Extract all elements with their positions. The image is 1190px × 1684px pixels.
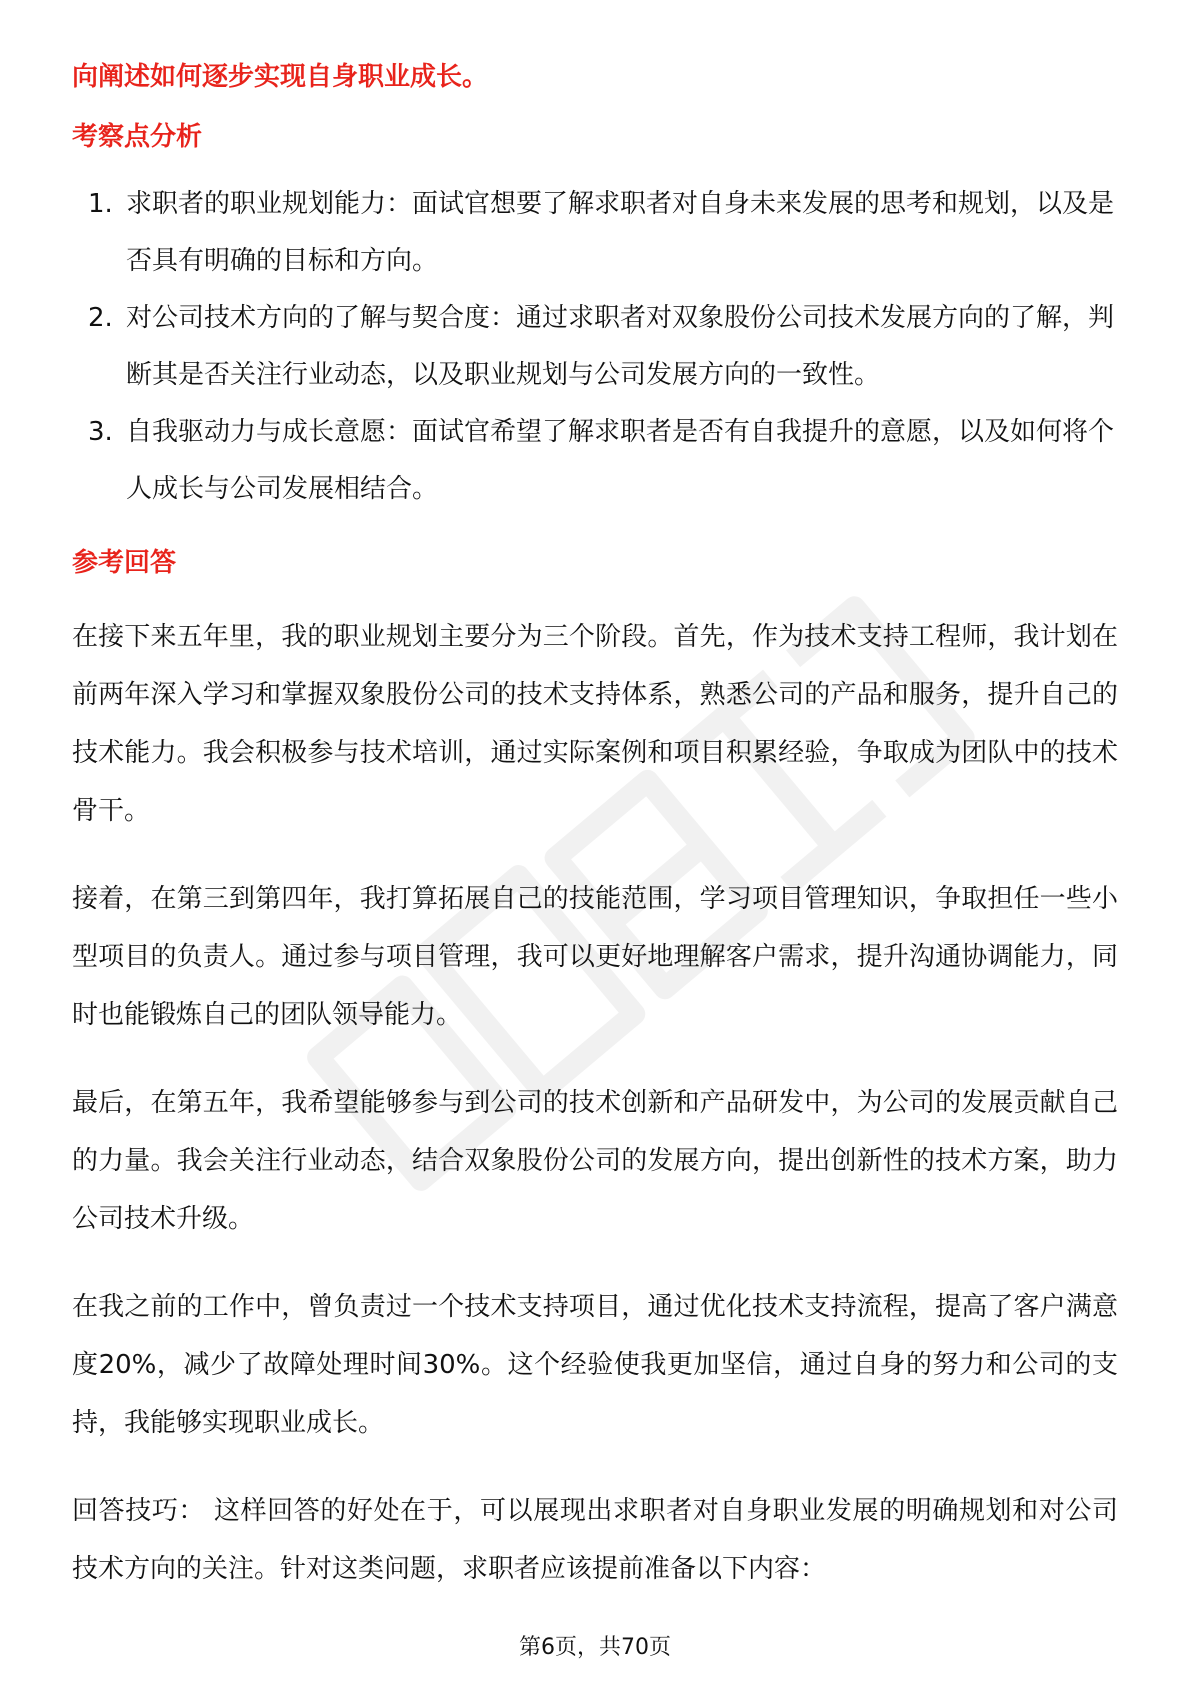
answer-heading: 参考回答: [72, 548, 177, 578]
intro-heading: 向阐述如何逐步实现自身职业成长。: [72, 62, 489, 92]
list-item: [72, 176, 1118, 290]
list-item-number: 1.: [88, 189, 113, 219]
list-item: [72, 290, 1118, 404]
list-item-number: 2.: [88, 303, 113, 333]
list-item-text: 对公司技术方向的了解与契合度：通过求职者对双象股份公司技术发展方向的了解，判断其是否关注行业动态，以及职业规划与公司发展方向的一致性。: [126, 303, 1115, 390]
page-number-footer: 第6页，共70页: [519, 1635, 671, 1660]
page-content: [72, 58, 1118, 1628]
analysis-list: [72, 176, 1118, 518]
answer-paragraph: 在接下来五年里，我的职业规划主要分为三个阶段。首先，作为技术支持工程师，我计划在前两年深入学习和掌握双象股份公司的技术支持体系，熟悉公司的产品和服务，提升自己的技术能力。我会积极参与技术培训，通过实际案例和项目积累经验，争取成为团队中的技术骨干。: [72, 622, 1118, 826]
answer-paragraph: 接着，在第三到第四年，我打算拓展自己的技能范围，学习项目管理知识，争取担任一些小型项目的负责人。通过参与项目管理，我可以更好地理解客户需求，提升沟通协调能力，同时也能锻炼自己的团队领导能力。: [72, 884, 1118, 1030]
analysis-heading: 考察点分析: [72, 122, 203, 152]
answer-paragraph: 最后，在第五年，我希望能够参与到公司的技术创新和产品研发中，为公司的发展贡献自己的力量。我会关注行业动态，结合双象股份公司的发展方向，提出创新性的技术方案，助力公司技术升级。: [72, 1088, 1118, 1234]
list-item-text: 自我驱动力与成长意愿：面试官希望了解求职者是否有自我提升的意愿，以及如何将个人成长与公司发展相结合。: [126, 417, 1115, 504]
list-item-number: 3.: [88, 417, 113, 447]
answer-paragraph: 在我之前的工作中，曾负责过一个技术支持项目，通过优化技术支持流程，提高了客户满意度20%，减少了故障处理时间30%。这个经验使我更加坚信，通过自身的努力和公司的支持，我能够实现职业成长。: [72, 1292, 1118, 1438]
tips-paragraph: 回答技巧： 这样回答的好处在于，可以展现出求职者对自身职业发展的明确规划和对公司技术方向的关注。针对这类问题，求职者应该提前准备以下内容：: [72, 1496, 1118, 1584]
list-item-text: 求职者的职业规划能力：面试官想要了解求职者对自身未来发展的思考和规划，以及是否具有明确的目标和方向。: [126, 189, 1115, 276]
list-item: [72, 404, 1118, 518]
